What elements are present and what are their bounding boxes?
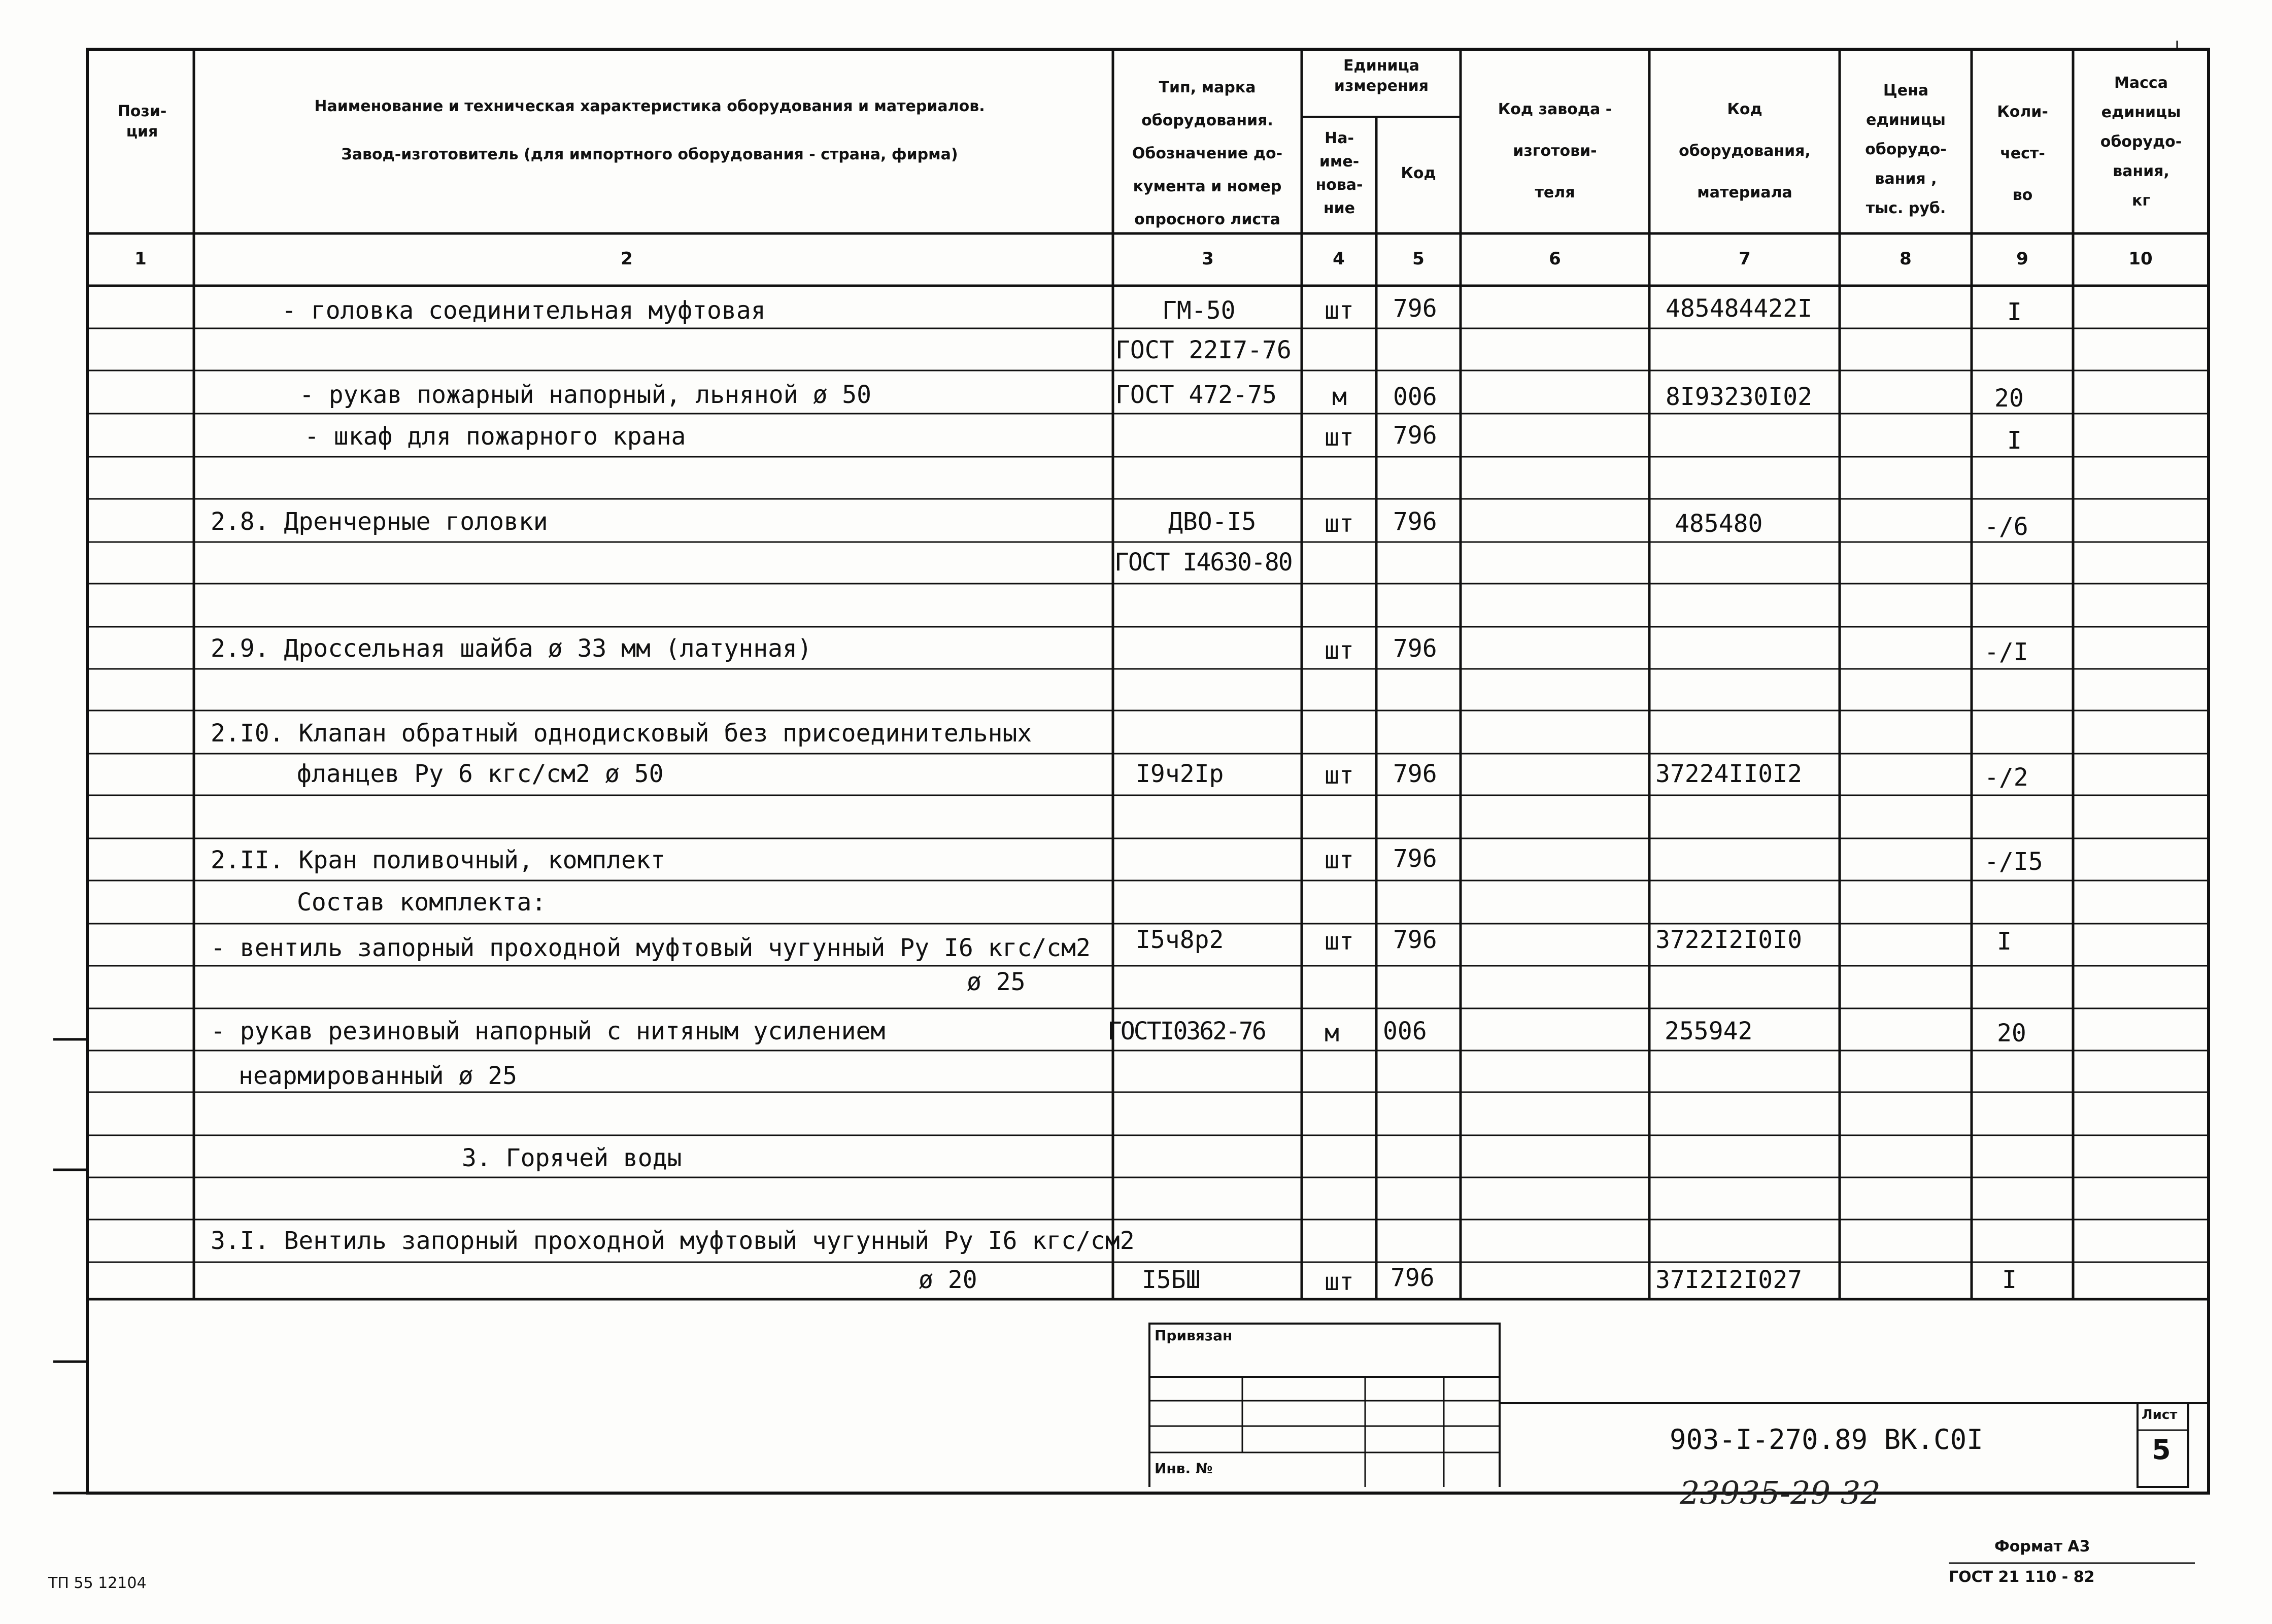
- row-name: 3.I. Вентиль запорный проходной муфтовый чугунный Ру I6 кгс/см2: [211, 1227, 1135, 1255]
- col-number: 9: [2016, 249, 2028, 269]
- row-unit-code: 796: [1393, 760, 1437, 788]
- header-factory-code: Код завода - изготови- теля: [1498, 100, 1612, 201]
- row-quantity: 20: [1997, 1019, 2026, 1047]
- row-unit: шт: [1325, 761, 1354, 790]
- row-quantity: -/2: [1984, 763, 2028, 792]
- row-type: ГОСТ 22I7-76: [1115, 336, 1292, 364]
- row-unit-code: 796: [1393, 294, 1437, 323]
- row-type: I5БШ: [1142, 1266, 1201, 1294]
- document-code: 903-I-270.89 ВК.С0I: [1670, 1424, 1983, 1456]
- row-unit: м: [1325, 1019, 1339, 1047]
- header-equipment-code: Код оборудования, материала: [1679, 100, 1811, 201]
- row-name: - рукав резиновый напорный с нитяным усилением: [211, 1017, 886, 1045]
- row-type: ГОСТ I4630-80: [1114, 548, 1292, 577]
- row-unit-code: 796: [1393, 634, 1437, 663]
- row-quantity: 20: [1994, 384, 2024, 413]
- header-mass: Масса единицы оборудо- вания, кг: [2100, 74, 2182, 210]
- row-equipment-code: 8I93230I02: [1666, 383, 1812, 411]
- row-equipment-code: 37224II0I2: [1655, 760, 1802, 788]
- row-unit-code: 796: [1393, 507, 1437, 536]
- row-unit: шт: [1325, 510, 1354, 538]
- row-name: - шкаф для пожарного крана: [304, 422, 686, 451]
- archive-number: 23935-29 32: [1680, 1474, 1881, 1511]
- gost-label: ГОСТ 21 110 - 82: [1949, 1568, 2095, 1586]
- row-unit-code: 006: [1393, 383, 1437, 411]
- col-number: 10: [2128, 249, 2153, 269]
- row-quantity: I: [2007, 298, 2022, 326]
- row-name: 2.I0. Клапан обратный однодисковый без присоединительных: [211, 719, 1032, 748]
- row-type: ГОСТ 472-75: [1115, 381, 1277, 409]
- row-equipment-code: 3722I2I0I0: [1655, 926, 1802, 954]
- row-unit-code: 796: [1391, 1264, 1435, 1292]
- row-unit: шт: [1325, 1268, 1354, 1296]
- row-unit: м: [1332, 383, 1347, 411]
- col-number: 6: [1549, 249, 1561, 269]
- sheet-number: 5: [2152, 1434, 2171, 1466]
- header-unit-group: Единица измерения: [1334, 57, 1429, 95]
- row-unit: шт: [1325, 636, 1354, 665]
- row-quantity: -/I5: [1984, 848, 2043, 876]
- header-unit-name: На- име- нова- ние: [1315, 129, 1363, 217]
- row-unit-code: 796: [1393, 844, 1437, 873]
- row-quantity: -/6: [1984, 513, 2028, 541]
- row-name: фланцев Ру 6 кгс/см2 ø 50: [297, 760, 664, 788]
- row-type: ДВО-I5: [1168, 507, 1257, 536]
- row-name: Состав комплекта:: [297, 888, 547, 917]
- row-name: ø 20: [919, 1266, 977, 1294]
- row-equipment-code: 485484422I: [1666, 294, 1812, 323]
- format-label: Формат А3: [1994, 1538, 2090, 1555]
- header-name-line1: Наименование и техническая характеристика оборудования и материалов.: [314, 97, 985, 115]
- col-number: 5: [1412, 249, 1425, 269]
- header-quantity: Коли- чест- во: [1997, 103, 2048, 204]
- row-unit-code: 006: [1383, 1017, 1427, 1045]
- sheet-label: Лист: [2142, 1407, 2178, 1423]
- row-name: 2.9. Дроссельная шайба ø 33 мм (латунная): [211, 634, 812, 663]
- row-quantity: -/I: [1984, 638, 2028, 666]
- row-quantity: I: [2002, 1266, 2017, 1294]
- col-number: 2: [621, 249, 633, 269]
- row-unit-code: 796: [1393, 926, 1437, 954]
- header-type: Тип, марка оборудования. Обозначение до- кумента и номер опросного листа: [1132, 79, 1283, 228]
- col-number: 7: [1739, 249, 1751, 269]
- row-unit: шт: [1325, 423, 1354, 452]
- header-position: Пози- ция: [117, 103, 167, 141]
- row-unit-code: 796: [1393, 421, 1437, 450]
- row-name: - головка соединительная муфтовая: [282, 296, 766, 325]
- row-unit: шт: [1325, 927, 1354, 956]
- row-name: 2.8. Дренчерные головки: [211, 507, 548, 536]
- row-type: I9ч2Iр: [1136, 760, 1224, 788]
- row-name: ø 25: [967, 968, 1026, 996]
- row-name: неармированный ø 25: [239, 1062, 518, 1090]
- row-name: 2.II. Кран поливочный, комплект: [211, 846, 665, 874]
- header-unit-code: Код: [1401, 164, 1436, 182]
- col-number: 8: [1900, 249, 1912, 269]
- row-type: ГМ-50: [1162, 296, 1236, 325]
- row-type: I5ч8р2: [1136, 926, 1224, 954]
- row-quantity: I: [2007, 426, 2022, 455]
- row-unit: шт: [1325, 296, 1354, 325]
- col-number: 1: [134, 249, 147, 269]
- row-type: ГОСТI0362-76: [1107, 1017, 1265, 1045]
- col-number: 3: [1202, 249, 1214, 269]
- row-quantity: I: [1997, 927, 2012, 956]
- tp-label: ТП 55 12104: [48, 1574, 147, 1592]
- row-unit: шт: [1325, 846, 1354, 874]
- header-name-line2: Завод-изготовитель (для импортного оборудования - страна, фирма): [341, 146, 958, 163]
- row-name: - вентиль запорный проходной муфтовый чугунный Ру I6 кгс/см2: [211, 934, 1091, 962]
- header-price: Цена единицы оборудо- вания , тыс. руб.: [1865, 82, 1947, 217]
- row-name: - рукав пожарный напорный, льняной ø 50: [299, 381, 872, 409]
- stamp-inventory-label: Инв. №: [1155, 1460, 1213, 1477]
- row-equipment-code: 485480: [1675, 510, 1763, 538]
- col-number: 4: [1333, 249, 1345, 269]
- row-equipment-code: 37I2I2I027: [1655, 1266, 1802, 1294]
- row-equipment-code: 255942: [1665, 1017, 1753, 1045]
- stamp-linked-label: Привязан: [1155, 1327, 1233, 1344]
- row-name: 3. Горячей воды: [462, 1144, 682, 1172]
